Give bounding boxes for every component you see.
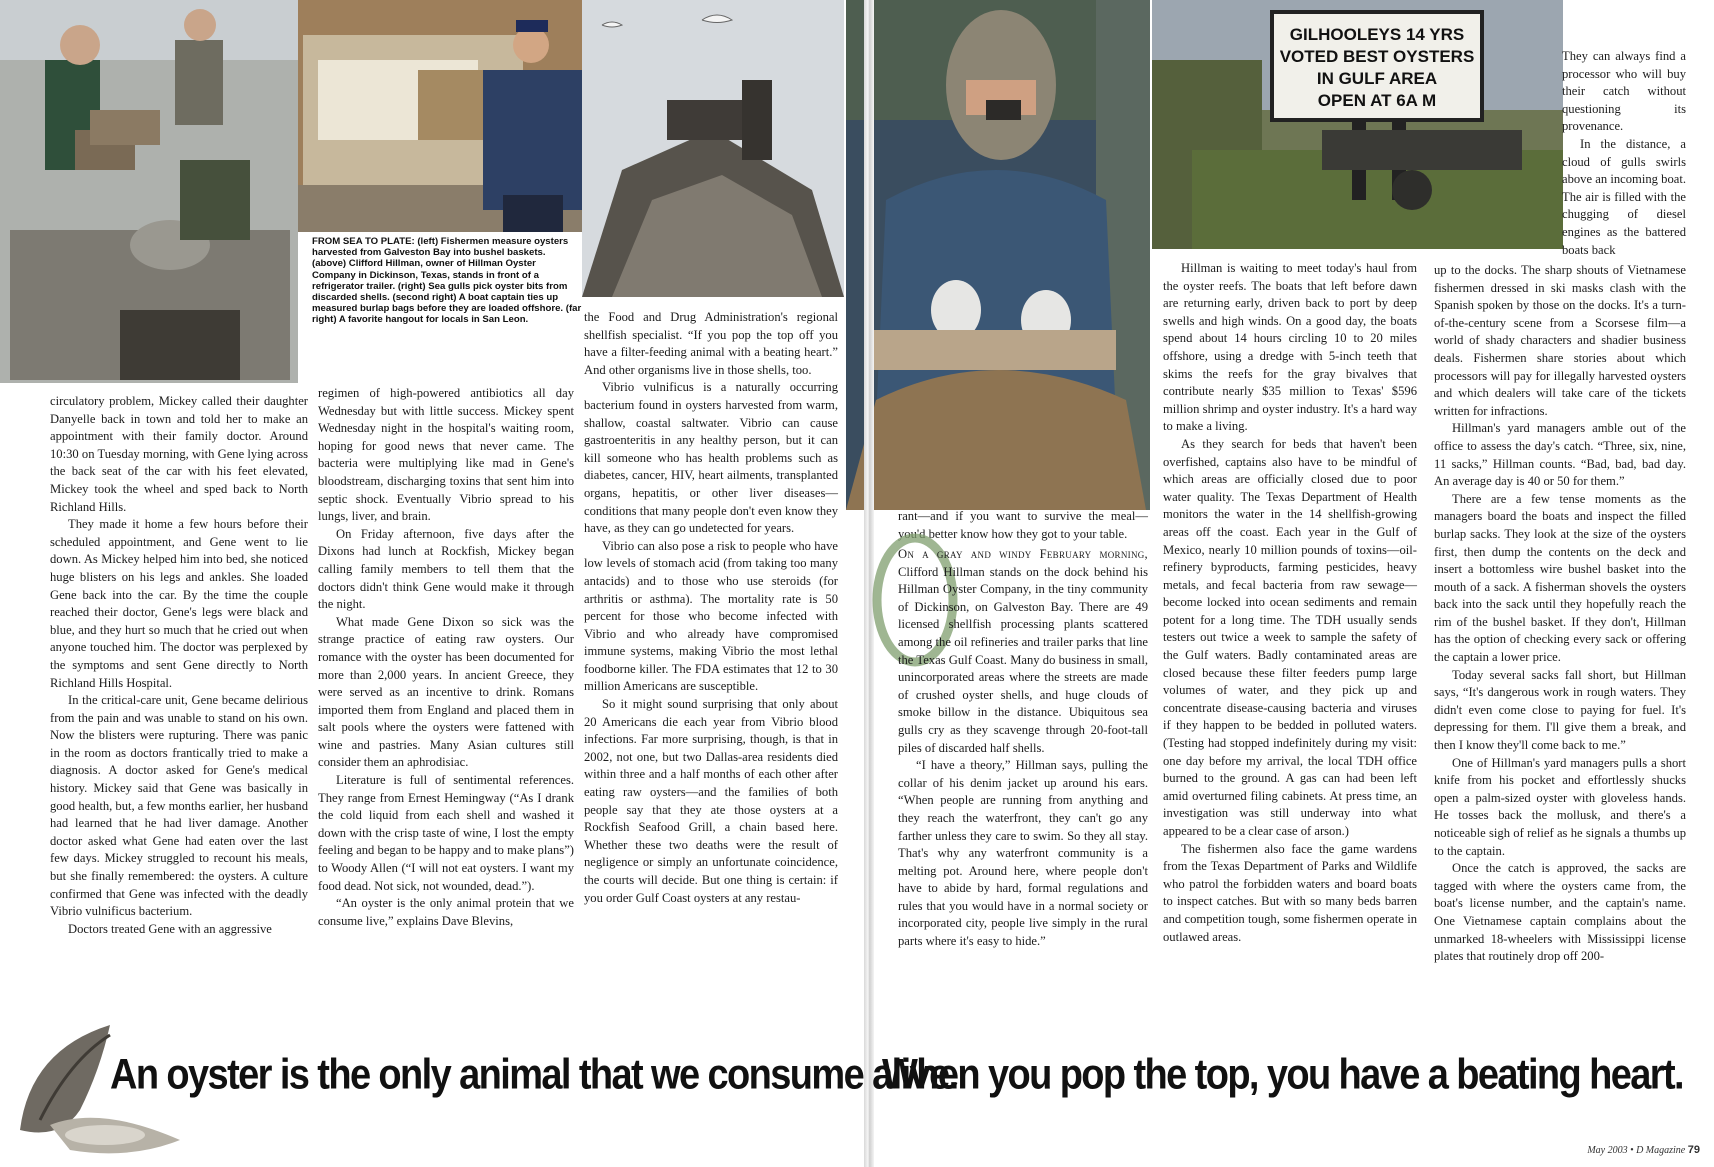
pull-quote-right: When you pop the top, you have a beating heart.	[882, 1051, 1683, 1099]
column-4-paragraph	[898, 546, 1148, 757]
column-6-paragraph: There are a few tense moments as the managers board the boats and inspect the filled burlap sacks. They look at the size of the oysters first, then dump the contents on the deck and insert a bottomless wire bushel basket into the mouth of a sack. A fisherman shovels the oysters back into the sack until they hopefully reach the rim of the bushel basket. If they don't, Hillman has the option of checking every sack or offering the captain a lower price.	[1434, 491, 1686, 665]
photo-boat-captain-burlap	[846, 0, 1150, 510]
photo-clifford-hillman	[298, 0, 603, 232]
caption-body: (left) Fishermen measure oysters harvested from Galveston Bay into bushel baskets. (above) Clifford Hillman, owner of Hillman Oyster Company in Dickinson, Texas, stands in front of a refrigerator trailer. (right) Sea gulls pick oyster bits from discarded shells. (second right) A boat captain ties up measured burlap bags before they are loaded offshore. (far right) A favorite hangout for locals in San Leon.	[312, 236, 582, 326]
column-2-paragraph: regimen of high-powered antibiotics all day Wednesday but with little success. Mickey spent Wednesday night in the hospital's waiting room, hoping for good news that never came. The bacteria were multiplying like mad in Gene's bloodstream, discharging toxins that sent him into septic shock. Eventually Vibrio spread to his lungs, liver, and brain.	[318, 386, 574, 524]
column-6-top	[1562, 48, 1686, 259]
column-2	[318, 385, 574, 930]
photo-gulls-oyster-shells	[582, 0, 844, 297]
column-3	[584, 309, 838, 907]
caption-lead: FROM SEA TO PLATE:	[312, 236, 415, 247]
column-5-paragraph: As they search for beds that haven't been overfished, captains also have to be mindful of which areas are officially closed due to poor water quality. The Texas Department of Health monitors the water in the 14 shellfish-growing areas off the coast. Each year in the Gulf of Mexico, nearly 10 million pounds of toxins—oil-refinery byproducts, farming pesticides, heavy metals, and fecal bacteria from raw sewage—become locked into ocean sediments and remain potent for a long time. The TDH usually sends testers out twice a week to sample the safety of the Gulf waters. Badly contaminated areas are closed because these filter feeders pump large volumes of water, and they pick up and concentrate disease-causing bacteria and viruses if they happen to be bedded in polluted waters. (Testing had stopped indefinitely during my visit: one day before my arrival, the local TDH office burned to the ground. A gas can had been left amid overturned filing cabinets. At press time, an investigation was still underway into what appeared to be a clear case of arson.)	[1163, 436, 1417, 838]
column-3-paragraph: So it might sound surprising that only about 20 Americans die each year from Vibrio blood infections. Far more surprising, though, is that in 2002, not one, but two Dallas-area residents died within three and a half months of each other after eating raw oysters—and the families of both people say that they ate those oysters at a Rockfish Seafood Grill, a chain based here. Whether these two deaths were the result of negligence or simply an unfortunate coincidence, the courts will decide. But one thing is certain: if you order Gulf Coast oysters at any restau-	[584, 697, 838, 905]
column-3-paragraph: Vibrio can also pose a risk to people who have low levels of stomach acid (from taking too many antacids) and to those who use steroids (for arthritis or asthma). The mortality rate is 50 percent for those who become infected with Vibrio and who already have compromised immune systems, making Vibrio the most lethal foodborne killer. The FDA estimates that 12 to 30 million Americans are susceptible.	[584, 538, 838, 694]
column-5-paragraph: Hillman is waiting to meet today's haul from the oyster reefs. The boats that left before dawn are returning early, driven back to port by deep swells and high winds. On a good day, the boats spend about 14 hours circling 10 to 20 miles offshore, using a dredge with 5-inch teeth that skims the reefs for the gray bivalves that contribute nearly $35 million to Texas' $596 million shrimp and oyster industry. It's a hard way to make a living.	[1163, 261, 1417, 434]
column-6-paragraph: They can always find a processor who will buy their catch without questioning its provenance.	[1562, 49, 1686, 134]
column-2-paragraph: What made Gene Dixon so sick was the strange practice of eating raw oysters. Our romance with the oyster has been documented for more than 2,000 years. In ancient Greece, they were served as an incentive to drink. Romans imported them from England and placed them in salt pools where the oysters were fattened with wine and pastries. Many Asian cultures still consider them an aphrodisiac.	[318, 614, 574, 770]
column-6-paragraph: up to the docks. The sharp shouts of Vietnamese fishermen dressed in ski masks clash with the Spanish spoken by those on the docks. It's a turn-of-the-century scene from a Scorsese film—a world of shady characters and shadier business deals. Fishermen share stories about which processors will pay for illegally harvested oysters and which dealers will take care of the tickets written for infractions.	[1434, 263, 1686, 418]
column-1-paragraph: circulatory problem, Mickey called their daughter Danyelle back in town and told her to make an appointment with their family doctor. Around 10:30 on Tuesday morning, with Gene lying across the back seat of the car with his feet elevated, Mickey took the wheel and sped back to North Richland Hills.	[50, 394, 308, 514]
column-4-text: Clifford Hillman stands on the dock behind his Hillman Oyster Company, in the tiny community of Dickinson, on Galveston Bay. There are 49 licensed shellfish processing plants scattered among the oil refineries and trailer parks that line the Texas Gulf Coast. Many do business in small, unincorporated areas where the streets are made of crushed oyster shells, and huge clouds of smoke billow in the distance. Ubiquitous sea gulls cry as they scavenge through 20-foot-tall piles of discarded half shells.	[898, 564, 1148, 755]
photo-fishermen-measuring-oysters	[0, 0, 298, 383]
column-5	[1163, 260, 1417, 946]
sign-line-2: VOTED BEST OYSTERS	[1279, 47, 1475, 66]
photo-gilhooleys-sign	[1152, 0, 1563, 249]
column-2-paragraph: On Friday afternoon, five days after the Dixons had lunch at Rockfish, Mickey began calling family members to tell them that the doctors didn't think Gene would make it through the night.	[318, 526, 574, 612]
photo-caption	[312, 236, 582, 326]
column-5-paragraph: The fishermen also face the game wardens from the Texas Department of Parks and Wildlife who patrol the forbidden waters and board boats to inspect catches. But with so many beds barren and competition tough, some fishermen operate in outlawed areas.	[1163, 841, 1417, 944]
column-4-paragraph: “I have a theory,” Hillman says, pulling the collar of his denim jacket up around his ears. “When people are running from anything and they reach the waterfront, they can't go any farther unless they care to swim. So they all stay. That's why any waterfront community is a melting pot. Around here, where people don't have to abide by hard, formal regulations and rules that you would have in a normal society or incorporated city, people live simply in the rural parts where it's easy to hide.”	[898, 758, 1148, 949]
sign-line-4: OPEN AT 6A M	[1317, 91, 1437, 110]
column-2-paragraph: “An oyster is the only animal protein that we consume live,” explains Dave Blevins,	[318, 896, 574, 928]
column-6-paragraph: Once the catch is approved, the sacks are tagged with where the oysters came from, the boat's license number, and the captain's name. One Vietnamese captain complains about the unmarked 18-wheelers with Mississippi license plates that routinely drop off 200-	[1434, 861, 1686, 964]
sign-line-3: IN GULF AREA	[1316, 69, 1438, 88]
column-1	[50, 393, 308, 938]
column-1-paragraph: Doctors treated Gene with an aggressive	[68, 921, 272, 936]
page-number: 79	[1687, 1144, 1700, 1156]
column-6-paragraph: Hillman's yard managers amble out of the office to assess the day's catch. “Three, six, nine, 11 sacks,” Hillman counts. “Bad, bad, bad day. An average day is 40 or 50 for them.”	[1434, 421, 1686, 489]
column-6	[1434, 262, 1686, 966]
column-6-paragraph: In the distance, a cloud of gulls swirls above an incoming boat. The air is filled with the chugging of diesel engines as the battered boats back	[1562, 136, 1686, 257]
column-1-paragraph: In the critical-care unit, Gene became delirious from the pain and was unable to stand on his own. Now the blisters were rupturing. There was panic in the room as doctors frantically tried to make a diagnosis. A doctor asked for Gene's medical history. Mickey said that Gene was basically in good health, but, a few months earlier, her husband had learned that he had liver damage. Another doctor asked what Gene had eaten over the last few days. Mickey struggled to recount his meals, but she finally remembered: the oysters. A culture confirmed that Gene was infected with the deadly Vibrio vulnificus bacterium.	[50, 693, 308, 919]
page-folio	[1530, 1144, 1700, 1156]
column-4	[898, 546, 1148, 951]
column-4-continuation: rant—and if you want to survive the meal—you'd better know how they got to your table.	[898, 509, 1148, 541]
column-6-paragraph: Today several sacks fall short, but Hillman says, “It's dangerous work in rough waters. They didn't even come close to paying for fuel. It's depressing for them. I'll give them a break, and then I know they'll come back to me.”	[1434, 667, 1686, 753]
column-3-paragraph: Vibrio vulnificus is a naturally occurring bacterium found in oysters harvested from warm, shallow, coastal saltwater. Vibrio can cause gastroenteritis in any healthy person, but it can kill someone who has health problems such as diabetes, cancer, HIV, heart ailments, transplanted organs, hepatitis, or other liver diseases—conditions that many people don't even know they have, as they can go undetected for years.	[584, 380, 838, 536]
column-4-lead: On a gray and windy February morning,	[898, 547, 1148, 561]
column-6-paragraph: One of Hillman's yard managers pulls a short knife from his pocket and effortlessly shucks open a palm-sized oyster with gloveless hands. He tosses back the mollusk, and there's a noticeable sigh of relief as he signals a thumbs up to the captain.	[1434, 755, 1686, 858]
sign-line-1: GILHOOLEYS 14 YRS	[1289, 25, 1465, 44]
column-1-paragraph: They made it home a few hours before their scheduled appointment, and Gene went to lie down. As Mickey helped him into bed, she noticed huge blisters on his legs and ankles. She loaded Gene back into the car. By the time the couple reached their doctor, Gene's legs were black and blue, and they hurt so much that he cried out when anyone touched him. The doctor was perplexed by the symptoms and sent Gene directly to North Richland Hills Hospital.	[50, 517, 308, 690]
pull-quote-left: An oyster is the only animal that we consume alive.	[110, 1051, 958, 1099]
column-2-paragraph: Literature is full of sentimental references. They range from Ernest Hemingway (“As I drank the cold liquid from each shell and washed it down with the crisp taste of wine, I lost the empty feeling and began to be happy and to make plans”) to Woody Allen (“I will not eat oysters. I want my food dead. Not sick, not wounded, dead.”).	[318, 773, 574, 893]
column-3-paragraph: the Food and Drug Administration's regional shellfish specialist. “If you pop the top off you have a filter-feeding animal with a beating heart.” And other organisms live in those shells, too.	[584, 310, 838, 377]
folio-text: May 2003 • D Magazine	[1587, 1145, 1688, 1156]
